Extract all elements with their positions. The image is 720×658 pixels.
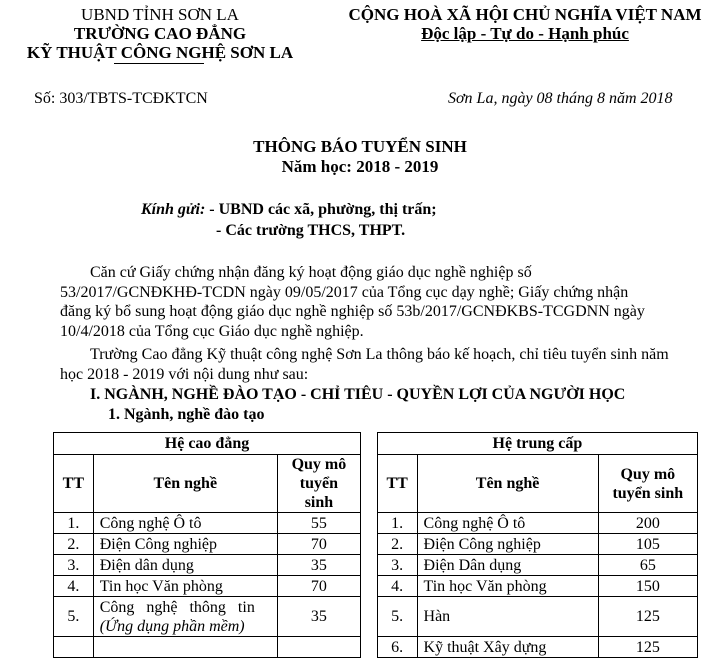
row-quota — [277, 637, 360, 658]
row-quota: 55 — [277, 513, 360, 534]
row-tt: 6. — [377, 637, 417, 658]
row-name: Điện Công nghiệp — [93, 534, 277, 555]
row-quota: 150 — [598, 576, 697, 597]
row-name: Công nghệ thông tin — [99, 598, 255, 616]
table-gap — [361, 597, 378, 637]
para1-line3: đăng ký bổ sung hoạt động giáo dục nghề nghiệp số 53b/2017/GCNĐKBS-TCGDNN ngày — [60, 303, 645, 320]
nation-title: CỘNG HOÀ XÃ HỘI CHỦ NGHĨA VIỆT NAM — [348, 5, 702, 24]
col-quota-left — [277, 455, 360, 513]
org-name-line2: TRƯỜNG CAO ĐẲNG — [73, 24, 247, 43]
motto-text: Độc lập - Tự do - Hạnh phúc — [421, 24, 629, 43]
table-row — [54, 534, 698, 555]
col-quota-right-l1: Quy mô — [620, 465, 676, 483]
row-quota: 65 — [598, 555, 697, 576]
table-row — [54, 555, 698, 576]
document-title: THÔNG BÁO TUYỂN SINH — [253, 137, 467, 156]
table-gap — [361, 555, 378, 576]
recipient-2: - Các trường THCS, THPT. — [216, 222, 406, 239]
row-name — [93, 637, 277, 658]
reference-number: Số: 303/TBTS-TCĐKTCN — [34, 90, 208, 107]
col-quota-right-l2: tuyển sinh — [612, 484, 684, 502]
col-name-right: Tên nghề — [417, 455, 598, 513]
col-quota-left-l1: Quy mô — [291, 456, 347, 473]
table-gap — [361, 513, 378, 534]
row-tt: 3. — [54, 555, 94, 576]
para2-line2: học 2018 - 2019 với nội dung như sau: — [60, 366, 309, 383]
col-quota-left-l2: tuyển sinh — [299, 475, 339, 511]
table-gap — [361, 576, 378, 597]
row-tt — [54, 637, 94, 658]
row-name: Tin học Văn phòng — [417, 576, 598, 597]
para1-line4: 10/4/2018 của Tổng cục Giáo dục nghề nghiệp. — [60, 323, 364, 340]
table-row — [54, 576, 698, 597]
row-tt: 1. — [54, 513, 94, 534]
col-name-left: Tên nghề — [93, 455, 277, 513]
table-gap — [361, 433, 378, 455]
table-gap — [361, 455, 378, 513]
row-name: Kỹ thuật Xây dựng — [417, 637, 598, 658]
para1-line2: 53/2017/GCNĐKHĐ-TCDN ngày 09/05/2017 của Tổng cục dạy nghề; Giấy chứng nhận — [60, 284, 629, 301]
row-name: Điện Công nghiệp — [417, 534, 598, 555]
document-date: Sơn La, ngày 08 tháng 8 năm 2018 — [448, 90, 673, 107]
recipients-label: Kính gửi: — [141, 201, 206, 218]
table-row — [54, 597, 698, 637]
row-tt: 4. — [377, 576, 417, 597]
row-tt: 2. — [377, 534, 417, 555]
row-name: Tin học Văn phòng — [93, 576, 277, 597]
table-gap — [361, 637, 378, 658]
section-heading: I. NGÀNH, NGHỀ ĐÀO TẠO - CHỈ TIÊU - QUYỀN LỢI CỦA NGƯỜI HỌC — [90, 386, 626, 403]
col-tt-right: TT — [377, 455, 417, 513]
row-name: Công nghệ Ô tô — [93, 513, 277, 534]
row-name: Điện dân dụng — [93, 555, 277, 576]
row-name: Công nghệ Ô tô — [417, 513, 598, 534]
row-tt: 2. — [54, 534, 94, 555]
row-name-multiline — [93, 597, 277, 637]
col-tt-left: TT — [54, 455, 94, 513]
group-college-header: Hệ cao đẳng — [54, 433, 361, 455]
row-tt: 5. — [377, 597, 417, 637]
org-underline — [114, 63, 204, 64]
academic-year: Năm học: 2018 - 2019 — [281, 157, 439, 176]
recipients-line1 — [141, 201, 437, 219]
row-quota: 35 — [277, 555, 360, 576]
row-name: Hàn — [417, 597, 598, 637]
row-quota: 125 — [598, 597, 697, 637]
programs-table — [53, 432, 698, 658]
row-quota: 35 — [277, 597, 360, 637]
para2-line1: Trường Cao đẳng Kỹ thuật công nghệ Sơn La thông báo kế hoạch, chỉ tiêu tuyển sinh năm — [90, 346, 669, 363]
row-quota: 70 — [277, 576, 360, 597]
row-quota: 125 — [598, 637, 697, 658]
group-intermediate-header: Hệ trung cấp — [377, 433, 697, 455]
row-name-sub: (Ứng dụng phần mềm) — [99, 617, 245, 635]
row-quota: 200 — [598, 513, 697, 534]
org-name-line1: UBND TỈNH SƠN LA — [81, 5, 239, 24]
row-tt: 3. — [377, 555, 417, 576]
row-name: Điện Dân dụng — [417, 555, 598, 576]
row-quota: 105 — [598, 534, 697, 555]
col-quota-right — [598, 455, 697, 513]
para1-line1: Căn cứ Giấy chứng nhận đăng ký hoạt động giáo dục nghề nghiệp số — [90, 264, 532, 281]
row-tt: 5. — [54, 597, 94, 637]
table-gap — [361, 534, 378, 555]
row-tt: 1. — [377, 513, 417, 534]
recipient-1: - UBND các xã, phường, thị trấn; — [209, 201, 437, 218]
subsection-heading: 1. Ngành, nghề đào tạo — [108, 406, 265, 423]
table-row — [54, 513, 698, 534]
row-quota: 70 — [277, 534, 360, 555]
org-name-line3: KỸ THUẬT CÔNG NGHỆ SƠN LA — [26, 43, 294, 62]
table-row — [54, 637, 698, 658]
row-tt: 4. — [54, 576, 94, 597]
national-motto — [330, 24, 720, 44]
